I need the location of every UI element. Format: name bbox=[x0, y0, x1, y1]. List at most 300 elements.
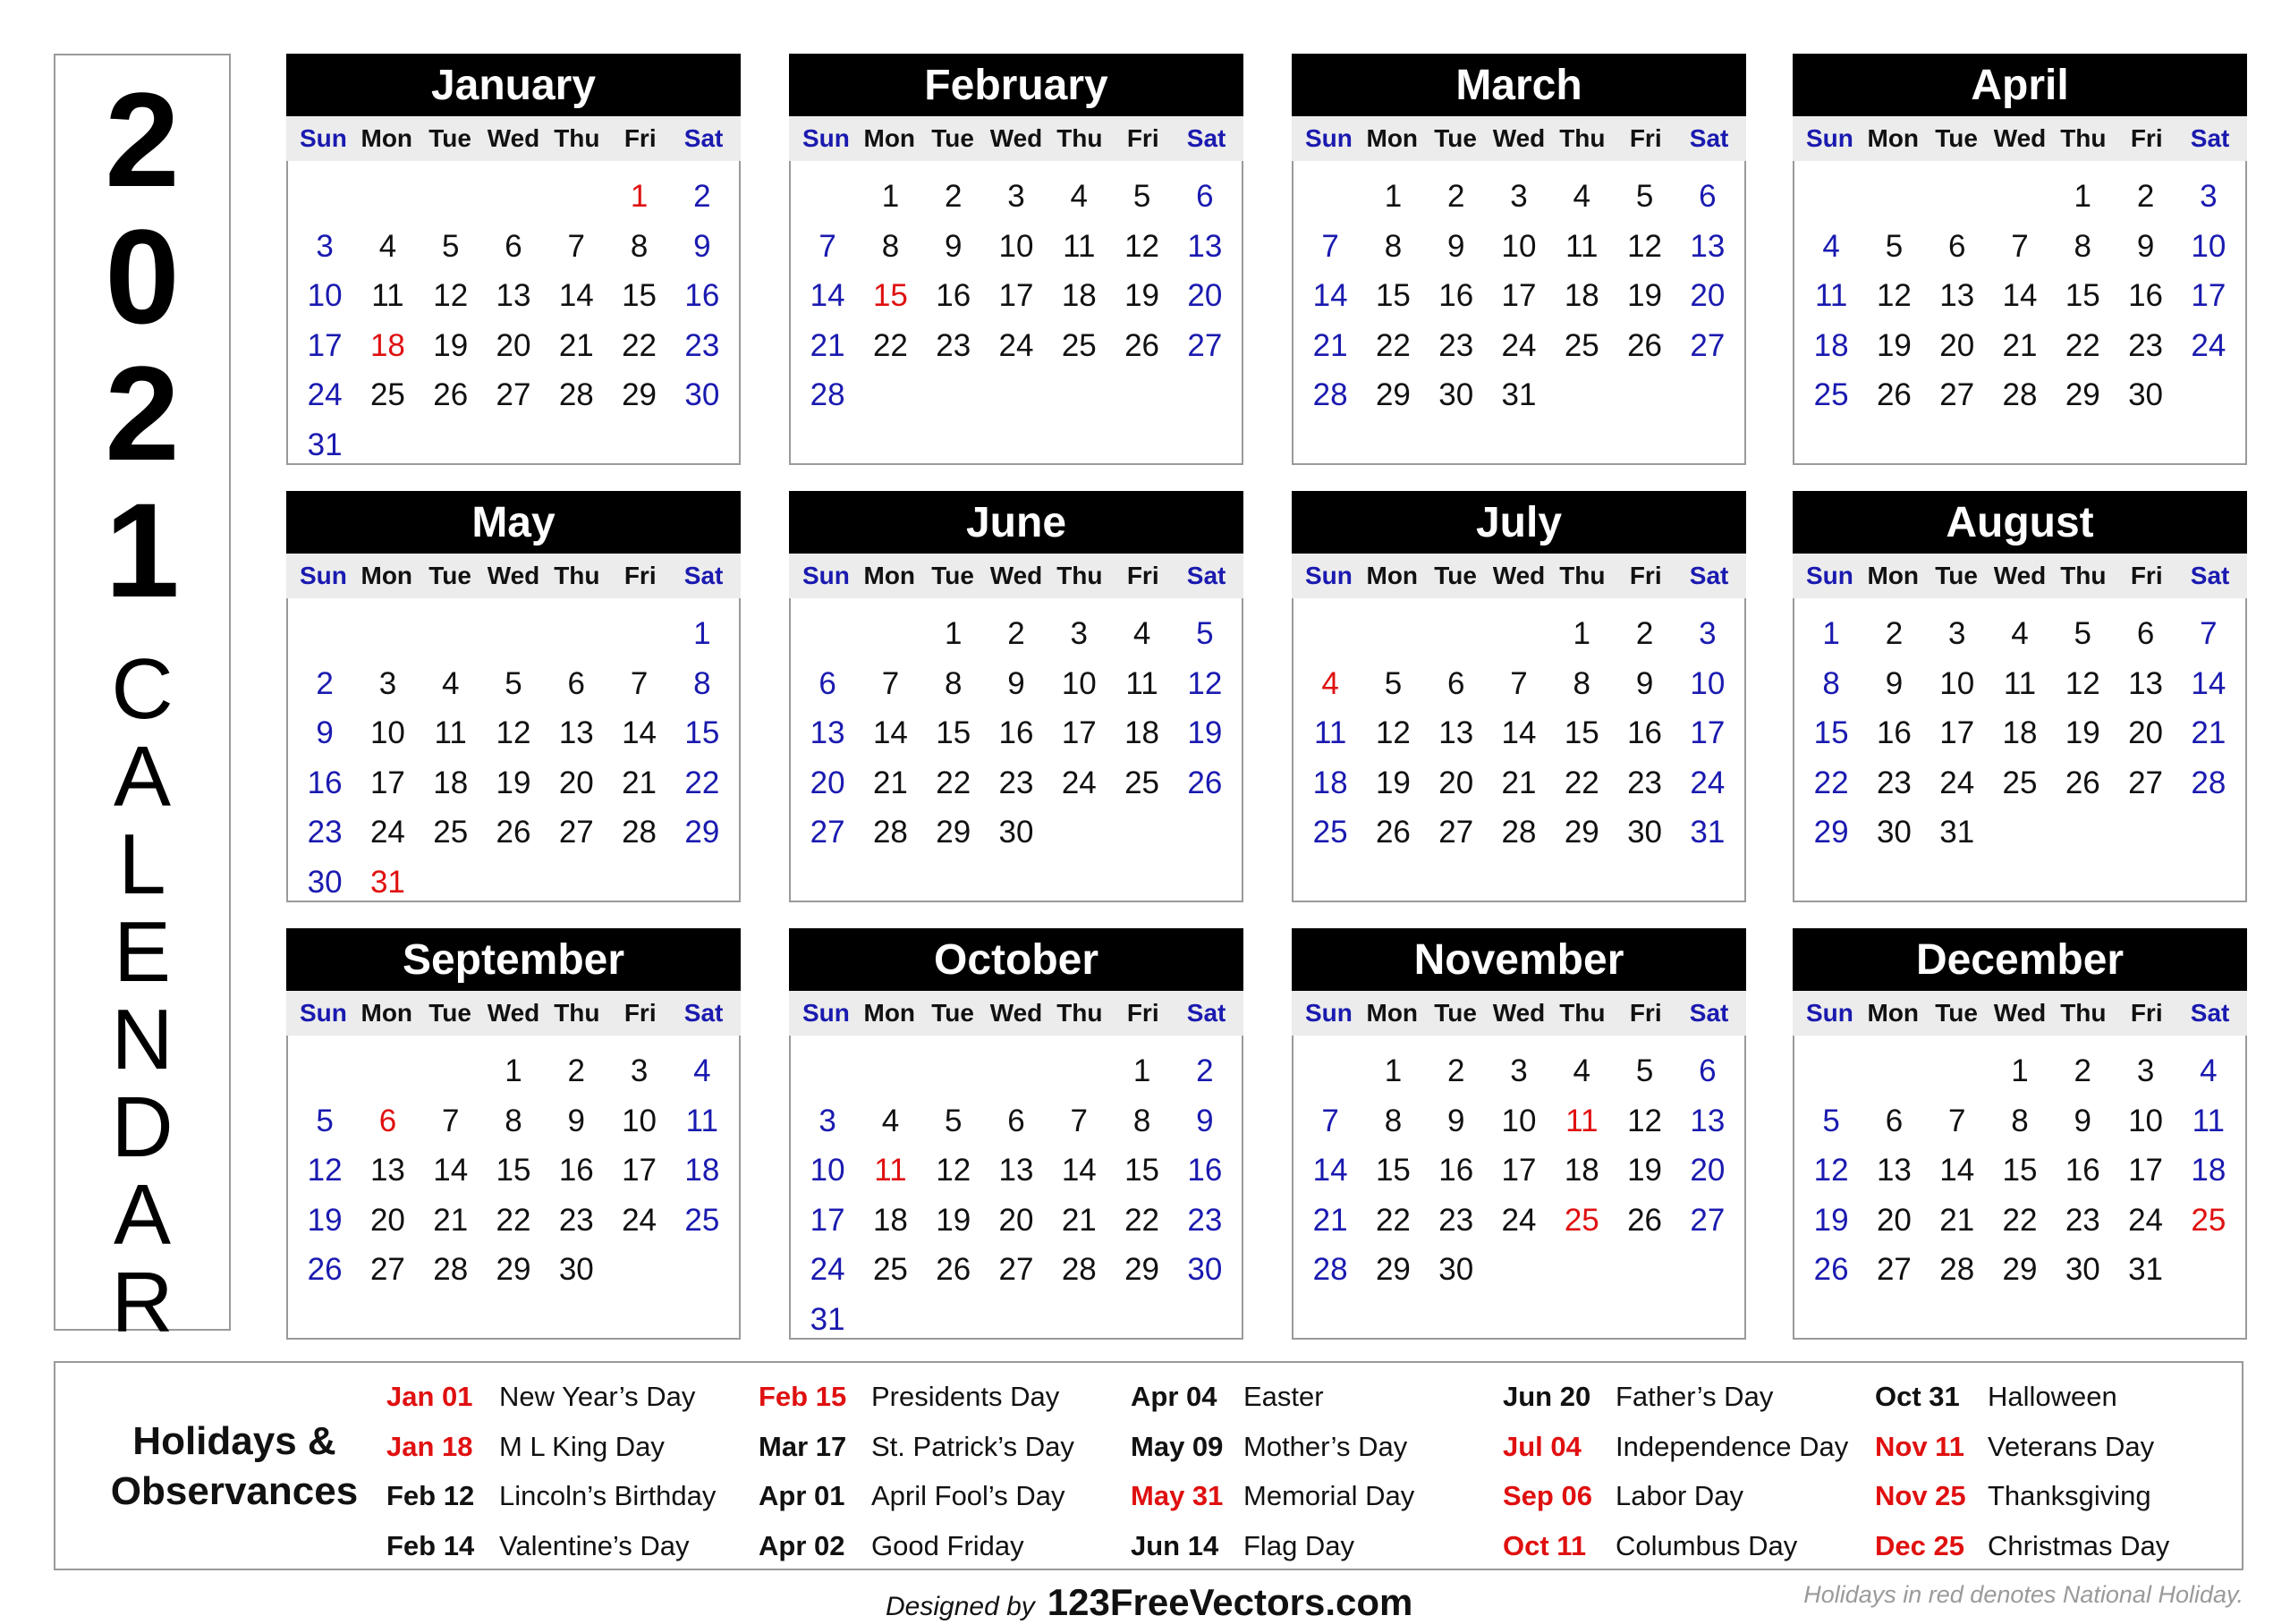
day-cell: 29 bbox=[1564, 815, 1599, 850]
day-cell: 6 bbox=[1007, 1103, 1025, 1138]
day-cell: 19 bbox=[433, 327, 469, 363]
day-cell: 24 bbox=[1501, 327, 1537, 363]
day-cell: 10 bbox=[998, 228, 1034, 264]
day-cell: 16 bbox=[2128, 278, 2164, 313]
day-cell: 16 bbox=[1187, 1153, 1223, 1188]
national-holiday-note: Holidays in red denotes National Holiday. bbox=[1803, 1581, 2243, 1608]
day-cell: 24 bbox=[369, 815, 405, 850]
weekday-label: Mon bbox=[1366, 124, 1419, 152]
day-cell: 7 bbox=[818, 228, 836, 264]
day-cell: 20 bbox=[1876, 1202, 1912, 1238]
day-cell: 17 bbox=[369, 765, 405, 800]
day-grid bbox=[286, 598, 741, 902]
empty-day-cell bbox=[545, 609, 607, 659]
empty-day-cell bbox=[796, 172, 859, 222]
day-cell: 17 bbox=[2191, 278, 2226, 313]
day-cell: 30 bbox=[2128, 377, 2164, 412]
empty-day-cell bbox=[1299, 1046, 1361, 1096]
day-cell: 2 bbox=[1885, 616, 1904, 651]
holiday-name: Mother’s Day bbox=[1243, 1430, 1408, 1462]
day-cell: 3 bbox=[2200, 179, 2218, 214]
day-cell: 13 bbox=[1690, 1103, 1726, 1138]
day-cell: 16 bbox=[558, 1153, 594, 1188]
month-title: July bbox=[1292, 491, 1746, 554]
weekday-label: Mon bbox=[360, 562, 413, 589]
day-cell: 9 bbox=[1446, 1103, 1465, 1138]
holiday-date: Jan 01 bbox=[386, 1381, 473, 1412]
day-cell: 19 bbox=[2065, 715, 2100, 750]
holiday-item bbox=[1131, 1471, 1506, 1521]
weekday-header bbox=[1793, 116, 2247, 161]
day-cell: 7 bbox=[1321, 1103, 1339, 1138]
day-cell: 13 bbox=[1438, 715, 1474, 750]
day-cell: 28 bbox=[1312, 1252, 1348, 1287]
holiday-date: Jul 04 bbox=[1503, 1430, 1582, 1462]
weekday-label: Sat bbox=[683, 562, 724, 589]
holiday-item bbox=[759, 1422, 1134, 1472]
month-march bbox=[1292, 54, 1746, 465]
holiday-list bbox=[386, 1372, 2229, 1572]
day-cell: 18 bbox=[1564, 1153, 1599, 1188]
day-cell: 13 bbox=[496, 278, 531, 313]
day-cell: 17 bbox=[998, 278, 1034, 313]
day-cell: 29 bbox=[2065, 377, 2100, 412]
day-cell: 19 bbox=[1187, 715, 1223, 750]
day-cell: 9 bbox=[1196, 1103, 1214, 1138]
holidays-title-line-2: Observances bbox=[110, 1469, 359, 1513]
holiday-name: Presidents Day bbox=[871, 1381, 1060, 1412]
day-cell: 15 bbox=[2002, 1153, 2038, 1188]
weekday-label: Wed bbox=[1492, 999, 1546, 1027]
holiday-name: Easter bbox=[1243, 1381, 1324, 1412]
holiday-name: New Year’s Day bbox=[499, 1381, 696, 1412]
weekday-label: Thu bbox=[2060, 999, 2107, 1027]
day-cell: 8 bbox=[944, 665, 963, 701]
day-cell: 10 bbox=[2128, 1103, 2164, 1138]
weekday-label: Mon bbox=[360, 999, 413, 1027]
weekday-header bbox=[789, 116, 1243, 161]
day-cell: 12 bbox=[1627, 228, 1663, 264]
day-cell: 16 bbox=[1438, 1153, 1474, 1188]
day-cell: 15 bbox=[1564, 715, 1599, 750]
day-cell: 21 bbox=[558, 327, 594, 363]
day-cell: 28 bbox=[433, 1252, 469, 1287]
holiday-item bbox=[1131, 1372, 1506, 1422]
day-cell: 13 bbox=[369, 1153, 405, 1188]
holiday-item bbox=[759, 1521, 1134, 1571]
weekday-label: Sun bbox=[1304, 999, 1353, 1027]
day-cell: 21 bbox=[2191, 715, 2226, 750]
empty-day-cell bbox=[293, 172, 356, 222]
day-cell: 14 bbox=[1501, 715, 1537, 750]
day-cell: 24 bbox=[1690, 765, 1726, 800]
empty-day-cell bbox=[482, 172, 545, 222]
day-cell: 2 bbox=[693, 179, 711, 214]
day-cell: 28 bbox=[872, 815, 908, 850]
day-cell: 3 bbox=[1070, 616, 1089, 651]
day-cell: 16 bbox=[2065, 1153, 2100, 1188]
weekday-label: Wed bbox=[989, 124, 1043, 152]
day-cell: 22 bbox=[2065, 327, 2100, 363]
day-cell: 13 bbox=[1876, 1153, 1912, 1188]
holiday-name: Memorial Day bbox=[1243, 1480, 1415, 1511]
day-cell: 9 bbox=[693, 228, 711, 264]
day-cell: 23 bbox=[2128, 327, 2164, 363]
day-cell: 4 bbox=[1573, 1053, 1591, 1088]
day-cell: 7 bbox=[2011, 228, 2029, 264]
weekday-label: Fri bbox=[623, 999, 657, 1027]
holiday-item bbox=[386, 1471, 762, 1521]
weekday-header bbox=[286, 116, 741, 161]
day-cell: 23 bbox=[2065, 1202, 2100, 1238]
day-cell: 1 bbox=[881, 179, 900, 214]
day-cell: 11 bbox=[1313, 715, 1347, 750]
day-cell: 15 bbox=[1124, 1153, 1160, 1188]
day-cell: 7 bbox=[567, 228, 586, 264]
holiday-day-cell: 11 bbox=[874, 1153, 907, 1188]
weekday-label: Wed bbox=[1492, 562, 1546, 589]
day-cell: 6 bbox=[505, 228, 522, 264]
day-cell: 6 bbox=[1885, 1103, 1904, 1138]
day-cell: 26 bbox=[1124, 327, 1160, 363]
day-cell: 5 bbox=[1635, 179, 1654, 214]
day-cell: 14 bbox=[1312, 1153, 1348, 1188]
month-title: August bbox=[1793, 491, 2247, 554]
day-cell: 27 bbox=[558, 815, 594, 850]
calendar-word-letter: C bbox=[111, 641, 174, 737]
day-cell: 13 bbox=[558, 715, 594, 750]
month-november bbox=[1292, 928, 1746, 1340]
holiday-item bbox=[1875, 1521, 2251, 1571]
day-cell: 28 bbox=[2191, 765, 2226, 800]
holiday-item bbox=[386, 1422, 762, 1472]
day-cell: 26 bbox=[1627, 327, 1663, 363]
day-grid bbox=[789, 598, 1243, 902]
day-cell: 28 bbox=[1312, 377, 1348, 412]
weekday-label: Fri bbox=[2130, 124, 2163, 152]
day-cell: 14 bbox=[810, 278, 845, 313]
day-cell: 22 bbox=[684, 765, 720, 800]
day-cell: 4 bbox=[441, 665, 460, 701]
day-cell: 5 bbox=[441, 228, 460, 264]
day-cell: 20 bbox=[1438, 765, 1474, 800]
day-cell: 29 bbox=[1375, 377, 1411, 412]
day-cell: 11 bbox=[2003, 665, 2037, 701]
calendar-word-letter: R bbox=[111, 1255, 174, 1350]
day-cell: 2 bbox=[2074, 1053, 2092, 1088]
day-cell: 6 bbox=[1699, 179, 1717, 214]
month-may bbox=[286, 491, 741, 902]
day-cell: 22 bbox=[872, 327, 908, 363]
day-cell: 18 bbox=[2191, 1153, 2226, 1188]
day-cell: 7 bbox=[2200, 616, 2218, 651]
weekday-label: Wed bbox=[487, 999, 540, 1027]
day-cell: 1 bbox=[944, 616, 963, 651]
day-cell: 23 bbox=[1187, 1202, 1223, 1238]
day-cell: 31 bbox=[2128, 1252, 2164, 1287]
day-cell: 30 bbox=[1876, 815, 1912, 850]
day-cell: 17 bbox=[2128, 1153, 2164, 1188]
month-title: September bbox=[286, 928, 741, 991]
day-cell: 19 bbox=[936, 1202, 971, 1238]
weekday-label: Sat bbox=[1186, 999, 1226, 1027]
day-cell: 14 bbox=[2191, 665, 2226, 701]
day-cell: 15 bbox=[936, 715, 971, 750]
day-cell: 1 bbox=[1384, 1053, 1403, 1088]
day-cell: 23 bbox=[558, 1202, 594, 1238]
day-cell: 14 bbox=[2002, 278, 2038, 313]
day-cell: 4 bbox=[1822, 228, 1840, 264]
day-cell: 5 bbox=[1822, 1103, 1840, 1138]
weekday-label: Fri bbox=[1126, 999, 1159, 1027]
weekday-label: Sat bbox=[1186, 124, 1226, 152]
month-august bbox=[1793, 491, 2247, 902]
empty-day-cell bbox=[1800, 1046, 1862, 1096]
day-cell: 23 bbox=[1438, 327, 1474, 363]
day-cell: 3 bbox=[1699, 616, 1717, 651]
day-cell: 24 bbox=[1501, 1202, 1537, 1238]
day-cell: 18 bbox=[872, 1202, 908, 1238]
weekday-label: Wed bbox=[989, 999, 1043, 1027]
day-cell: 27 bbox=[1939, 377, 1975, 412]
day-cell: 2 bbox=[1196, 1053, 1214, 1088]
weekday-label: Thu bbox=[554, 124, 600, 152]
day-cell: 15 bbox=[684, 715, 720, 750]
day-cell: 3 bbox=[316, 228, 334, 264]
day-cell: 10 bbox=[1061, 665, 1097, 701]
empty-day-cell bbox=[1862, 1046, 1925, 1096]
empty-day-cell bbox=[985, 1046, 1047, 1096]
day-cell: 2 bbox=[1446, 1053, 1465, 1088]
holiday-date: Oct 31 bbox=[1875, 1381, 1960, 1412]
day-cell: 14 bbox=[433, 1153, 469, 1188]
day-cell: 24 bbox=[998, 327, 1034, 363]
empty-day-cell bbox=[796, 609, 859, 659]
day-cell: 6 bbox=[1699, 1053, 1717, 1088]
calendar-word-letter: D bbox=[111, 1079, 174, 1175]
holiday-column bbox=[759, 1372, 1134, 1570]
month-title: December bbox=[1793, 928, 2247, 991]
day-cell: 1 bbox=[1573, 616, 1591, 651]
day-cell: 4 bbox=[693, 1053, 711, 1088]
day-cell: 24 bbox=[810, 1252, 845, 1287]
day-cell: 2 bbox=[2136, 179, 2155, 214]
day-cell: 27 bbox=[810, 815, 845, 850]
day-cell: 21 bbox=[1061, 1202, 1097, 1238]
holiday-item bbox=[1503, 1521, 1879, 1571]
weekday-label: Fri bbox=[1126, 562, 1159, 589]
holiday-item bbox=[1503, 1422, 1879, 1472]
day-cell: 4 bbox=[881, 1103, 900, 1138]
day-cell: 14 bbox=[1939, 1153, 1975, 1188]
holiday-date: Feb 15 bbox=[759, 1381, 847, 1412]
day-cell: 23 bbox=[684, 327, 720, 363]
weekday-label: Tue bbox=[931, 124, 974, 152]
holiday-date: Apr 01 bbox=[759, 1480, 845, 1511]
weekday-label: Thu bbox=[2060, 562, 2107, 589]
holiday-day-cell: 31 bbox=[369, 864, 405, 900]
day-cell: 28 bbox=[2002, 377, 2038, 412]
weekday-label: Sun bbox=[1805, 124, 1853, 152]
day-cell: 25 bbox=[433, 815, 469, 850]
day-cell: 26 bbox=[936, 1252, 971, 1287]
empty-day-cell bbox=[482, 609, 545, 659]
day-grid bbox=[1793, 161, 2247, 465]
month-december bbox=[1793, 928, 2247, 1340]
weekday-header bbox=[1793, 554, 2247, 598]
day-cell: 12 bbox=[433, 278, 469, 313]
empty-day-cell bbox=[356, 172, 419, 222]
day-cell: 1 bbox=[1384, 179, 1403, 214]
day-cell: 24 bbox=[2128, 1202, 2164, 1238]
day-cell: 25 bbox=[1312, 815, 1348, 850]
day-cell: 25 bbox=[1124, 765, 1160, 800]
day-cell: 17 bbox=[1501, 1153, 1537, 1188]
holiday-item bbox=[386, 1521, 762, 1571]
holiday-day-cell: 1 bbox=[630, 179, 649, 214]
day-cell: 26 bbox=[1627, 1202, 1663, 1238]
holiday-name: St. Patrick’s Day bbox=[871, 1430, 1074, 1462]
day-cell: 6 bbox=[1947, 228, 1966, 264]
day-cell: 31 bbox=[1690, 815, 1726, 850]
day-cell: 13 bbox=[998, 1153, 1034, 1188]
day-cell: 28 bbox=[1939, 1252, 1975, 1287]
day-cell: 17 bbox=[1501, 278, 1537, 313]
holiday-date: Jun 20 bbox=[1503, 1381, 1591, 1412]
day-cell: 6 bbox=[1196, 179, 1214, 214]
day-cell: 19 bbox=[1627, 278, 1663, 313]
day-cell: 12 bbox=[1375, 715, 1411, 750]
weekday-label: Fri bbox=[1126, 124, 1159, 152]
calendar-word bbox=[55, 641, 229, 1350]
weekday-label: Sun bbox=[299, 562, 347, 589]
weekday-label: Tue bbox=[931, 562, 974, 589]
weekday-label: Tue bbox=[428, 562, 471, 589]
holiday-item bbox=[1875, 1372, 2251, 1422]
day-cell: 19 bbox=[1813, 1202, 1849, 1238]
day-cell: 2 bbox=[1446, 179, 1465, 214]
holiday-date: Sep 06 bbox=[1503, 1480, 1592, 1511]
weekday-label: Wed bbox=[989, 562, 1043, 589]
day-cell: 7 bbox=[1321, 228, 1339, 264]
day-cell: 16 bbox=[1876, 715, 1912, 750]
day-cell: 2 bbox=[316, 665, 334, 701]
day-cell: 27 bbox=[496, 377, 531, 412]
weekday-label: Sat bbox=[683, 999, 724, 1027]
day-cell: 26 bbox=[1876, 377, 1912, 412]
day-cell: 16 bbox=[1627, 715, 1663, 750]
day-cell: 11 bbox=[1565, 228, 1599, 264]
day-cell: 30 bbox=[998, 815, 1034, 850]
weekday-label: Thu bbox=[1056, 562, 1103, 589]
day-cell: 11 bbox=[434, 715, 467, 750]
empty-day-cell bbox=[1299, 609, 1361, 659]
holiday-column bbox=[1875, 1372, 2251, 1570]
weekday-label: Thu bbox=[1056, 124, 1103, 152]
day-cell: 22 bbox=[2002, 1202, 2038, 1238]
day-cell: 27 bbox=[369, 1252, 405, 1287]
empty-day-cell bbox=[356, 1046, 419, 1096]
weekday-label: Thu bbox=[2060, 124, 2107, 152]
day-cell: 27 bbox=[1690, 1202, 1726, 1238]
month-september bbox=[286, 928, 741, 1340]
day-cell: 21 bbox=[1939, 1202, 1975, 1238]
day-cell: 3 bbox=[2136, 1053, 2155, 1088]
weekday-label: Sat bbox=[1689, 562, 1729, 589]
weekday-label: Mon bbox=[1867, 124, 1920, 152]
holiday-name: Independence Day bbox=[1616, 1430, 1849, 1462]
weekday-label: Mon bbox=[863, 124, 916, 152]
day-grid bbox=[1793, 598, 2247, 902]
day-cell: 8 bbox=[1573, 665, 1591, 701]
weekday-label: Mon bbox=[360, 124, 413, 152]
day-cell: 9 bbox=[1885, 665, 1904, 701]
day-cell: 11 bbox=[1063, 228, 1096, 264]
weekday-header bbox=[789, 554, 1243, 598]
day-cell: 17 bbox=[1690, 715, 1726, 750]
day-cell: 7 bbox=[1070, 1103, 1089, 1138]
day-cell: 28 bbox=[558, 377, 594, 412]
brand-name: 123FreeVectors.com bbox=[1047, 1581, 1413, 1623]
day-cell: 26 bbox=[2065, 765, 2100, 800]
day-cell: 14 bbox=[1061, 1153, 1097, 1188]
day-cell: 15 bbox=[496, 1153, 531, 1188]
day-cell: 28 bbox=[622, 815, 657, 850]
day-cell: 9 bbox=[1007, 665, 1025, 701]
day-cell: 13 bbox=[1690, 228, 1726, 264]
day-cell: 17 bbox=[307, 327, 343, 363]
day-cell: 11 bbox=[371, 278, 404, 313]
day-cell: 2 bbox=[1007, 616, 1025, 651]
holiday-date: Mar 17 bbox=[759, 1430, 847, 1462]
weekday-label: Tue bbox=[1434, 999, 1477, 1027]
day-cell: 3 bbox=[1510, 179, 1528, 214]
day-cell: 27 bbox=[1438, 815, 1474, 850]
day-cell: 25 bbox=[872, 1252, 908, 1287]
day-cell: 1 bbox=[505, 1053, 522, 1088]
day-cell: 2 bbox=[567, 1053, 586, 1088]
day-cell: 4 bbox=[2200, 1053, 2218, 1088]
day-cell: 31 bbox=[810, 1301, 845, 1337]
weekday-label: Thu bbox=[554, 999, 600, 1027]
day-cell: 29 bbox=[1124, 1252, 1160, 1287]
holiday-item bbox=[759, 1471, 1134, 1521]
empty-day-cell bbox=[607, 609, 670, 659]
day-grid bbox=[1292, 1036, 1746, 1340]
weekday-label: Thu bbox=[1559, 124, 1606, 152]
weekday-label: Tue bbox=[1935, 124, 1978, 152]
calendar-word-letter: E bbox=[113, 904, 172, 1000]
day-cell: 8 bbox=[505, 1103, 522, 1138]
day-cell: 18 bbox=[1813, 327, 1849, 363]
day-cell: 5 bbox=[2074, 616, 2092, 651]
holiday-date: Apr 04 bbox=[1131, 1381, 1217, 1412]
day-cell: 22 bbox=[1813, 765, 1849, 800]
day-cell: 30 bbox=[1438, 1252, 1474, 1287]
holiday-date: Jun 14 bbox=[1131, 1529, 1219, 1561]
weekday-label: Tue bbox=[1434, 124, 1477, 152]
weekday-label: Thu bbox=[1559, 562, 1606, 589]
holiday-name: M L King Day bbox=[499, 1430, 665, 1462]
day-cell: 10 bbox=[1690, 665, 1726, 701]
weekday-label: Mon bbox=[1366, 999, 1419, 1027]
weekday-label: Thu bbox=[554, 562, 600, 589]
holiday-item bbox=[1131, 1521, 1506, 1571]
day-cell: 20 bbox=[558, 765, 594, 800]
weekday-label: Sun bbox=[1805, 999, 1853, 1027]
day-cell: 29 bbox=[496, 1252, 531, 1287]
empty-day-cell bbox=[859, 1046, 921, 1096]
